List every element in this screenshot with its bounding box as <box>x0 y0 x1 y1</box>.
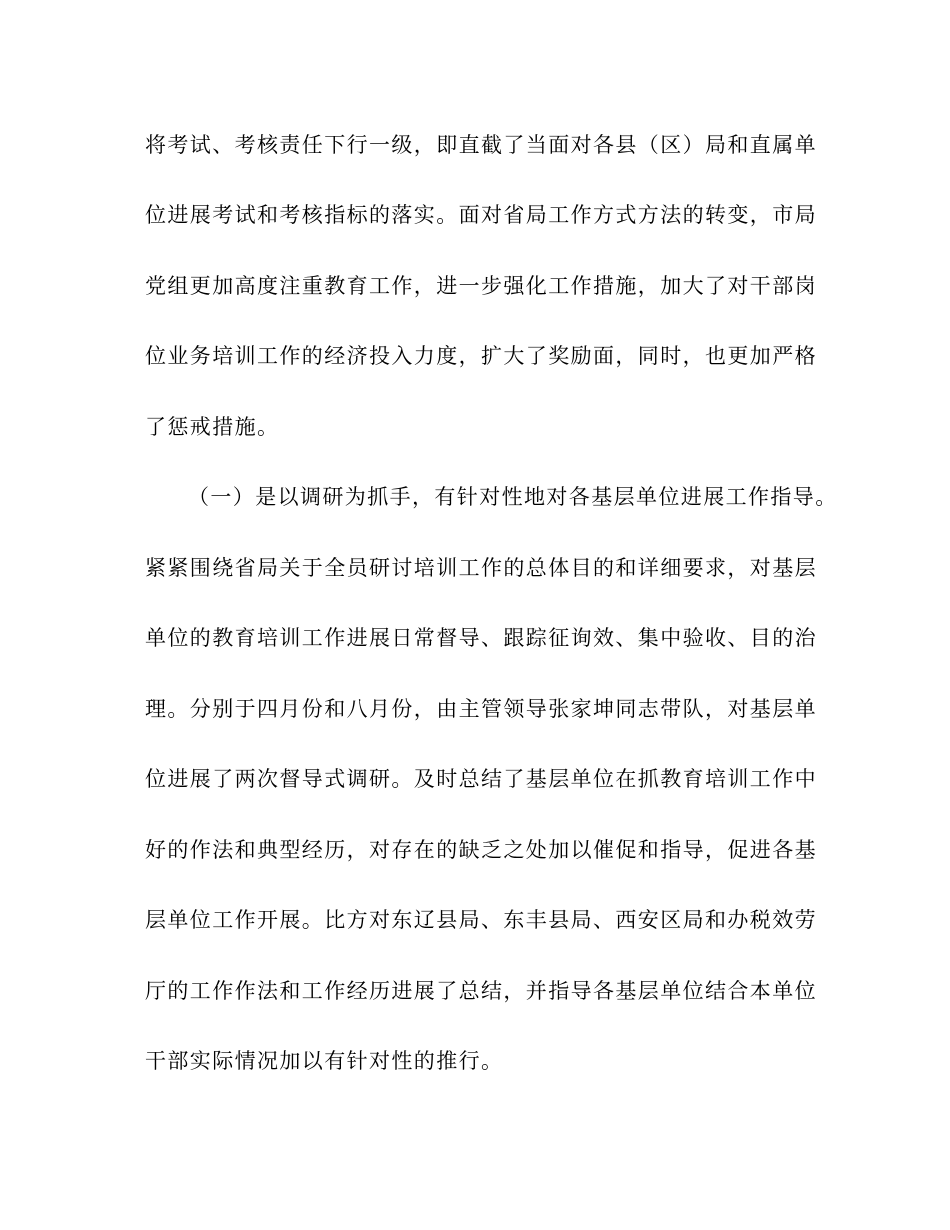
text-line: 位业务培训工作的经济投入力度，扩大了奖励面，同时，也更加严格 <box>145 344 817 368</box>
text-line: 位进展了两次督导式调研。及时总结了基层单位在抓教育培训工作中 <box>145 767 817 791</box>
text-line: 位进展考试和考核指标的落实。面对省局工作方式方法的转变，市局 <box>145 203 817 227</box>
text-line: 理。分别于四月份和八月份，由主管领导张家坤同志带队，对基层单 <box>145 697 817 721</box>
text-line: 厅的工作作法和工作经历进展了总结，并指导各基层单位结合本单位 <box>145 979 817 1003</box>
text-line: 干部实际情况加以有针对性的推行。 <box>145 1049 504 1073</box>
text-line: 党组更加高度注重教育工作，进一步强化工作措施，加大了对干部岗 <box>145 274 817 298</box>
text-line: 单位的教育培训工作进展日常督导、跟踪征询效、集中验收、目的治 <box>145 626 817 650</box>
text-line: （一）是以调研为抓手，有针对性地对各基层单位进展工作指导。 <box>188 485 838 509</box>
text-line: 了惩戒措施。 <box>145 415 280 439</box>
text-line: 层单位工作开展。比方对东辽县局、东丰县局、西安区局和办税效劳 <box>145 908 817 932</box>
text-line: 好的作法和典型经历，对存在的缺乏之处加以催促和指导，促进各基 <box>145 838 817 862</box>
text-line: 将考试、考核责任下行一级，即直截了当面对各县（区）局和直属单 <box>145 133 817 157</box>
text-line: 紧紧围绕省局关于全员研讨培训工作的总体目的和详细要求，对基层 <box>145 556 817 580</box>
